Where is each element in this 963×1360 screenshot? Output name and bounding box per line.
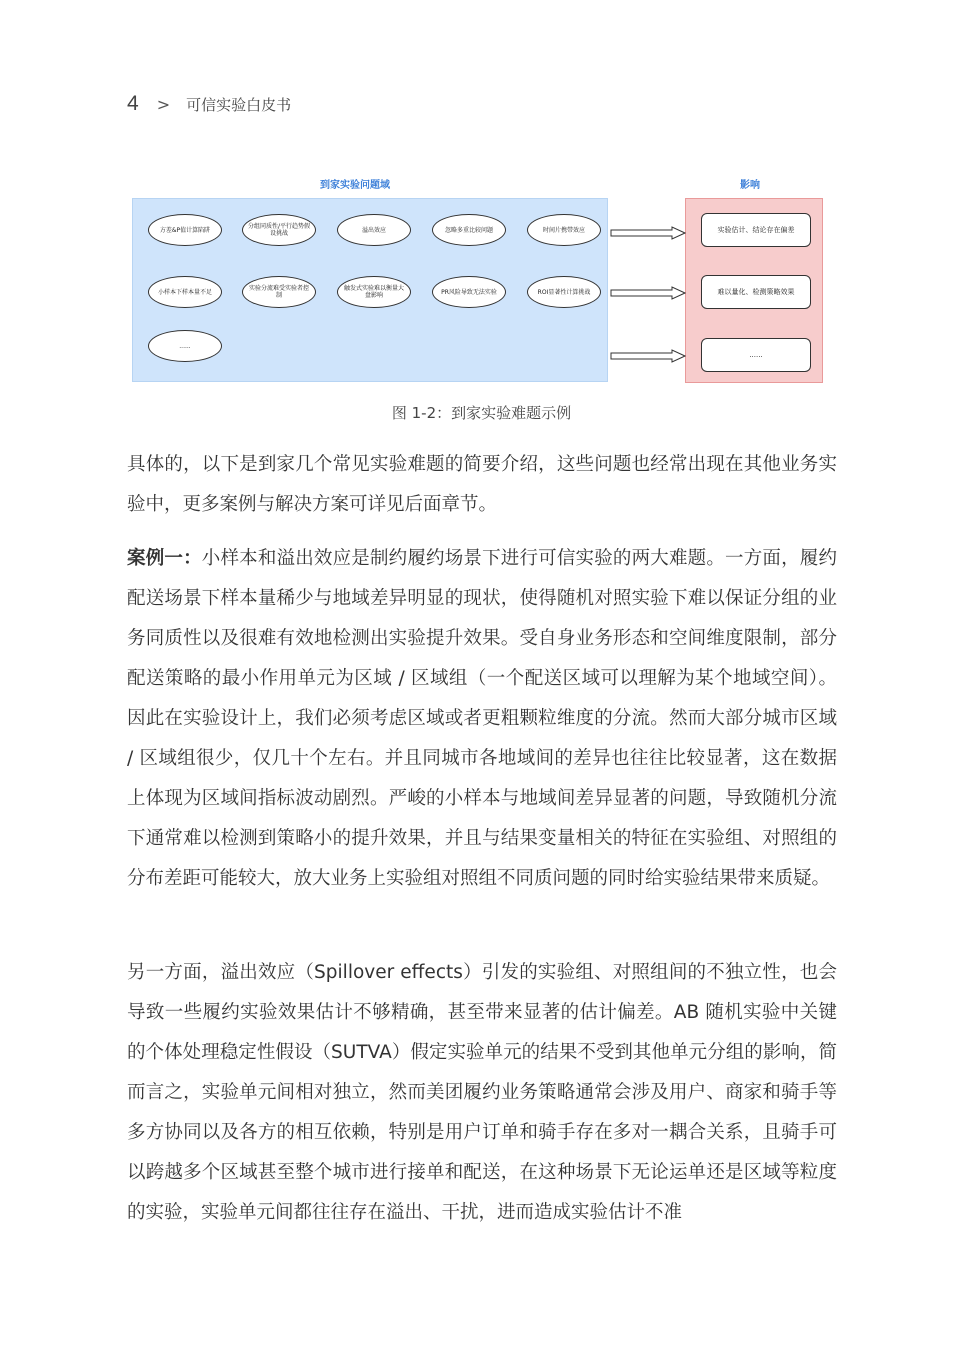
problem-oval: 忽略多重比较问题 <box>432 214 506 246</box>
intro-paragraph: 具体的，以下是到家几个常见实验难题的简要介绍，这些问题也经常出现在其他业务实验中，更多案例与解决方案可详见后面章节。 <box>127 454 837 515</box>
book-title: 可信实验白皮书 <box>186 96 292 114</box>
case1-label: 案例一： <box>127 548 202 569</box>
problem-oval: 触发式实验难以衡量大盘影响 <box>337 276 411 308</box>
page-number: 4 <box>127 92 139 115</box>
breadcrumb-separator: > <box>156 95 171 114</box>
figure-caption: 图 1-2：到家实验难题示例 <box>391 404 572 422</box>
page-header <box>127 92 291 118</box>
case1-text: 小样本和溢出效应是制约履约场景下进行可信实验的两大难题。一方面，履约配送场景下样本量稀少与地域差异明显的现状，使得随机对照实验下难以保证分组的业务同质性以及很难有效地检测出实验提升效果。受自身业务形态和空间维度限制，部分配送策略的最小作用单元为区域 / 区域组（一个配送区域可以理解为某个地域空间）。因此在实验设计上，我们必须考虑区域或者更粗颗粒维度的分流。然而大部分城市区域 / 区域组很少，仅几十个左右。并且同城市各地域间的差异也往往比较显著，这在数据上体现为区域间指标波动剧烈。严峻的小样本与地域间差异显著的问题，导致随机分流下通常难以检测到策略小的提升效果，并且与结果变量相关的特征在实验组、对照组的分布差距可能较大，放大业务上实验组对照组不同质问题的同时给实验结果带来质疑。 <box>127 548 837 889</box>
problem-oval: 小样本下样本量不足 <box>148 276 222 308</box>
right-arrow-icon <box>610 349 686 363</box>
problem-oval: 方差&P值计算陷阱 <box>148 214 222 246</box>
right-arrow-icon <box>610 286 686 300</box>
impact-card: 难以量化、检测策略效果 <box>701 275 811 309</box>
problem-domain-figure <box>130 172 830 387</box>
right-arrow-icon <box>610 226 686 240</box>
impact-title: 影响 <box>740 180 760 191</box>
spillover-paragraph: 另一方面，溢出效应（Spillover effects）引发的实验组、对照组间的不独立性，也会导致一些履约实验效果估计不够精确，甚至带来显著的估计偏差。AB 随机实验中关键的个体处理稳定性假设（SUTVA）假定实验单元的结果不受到其他单元分组的影响，简而言之，实验单元间相对独立，然而美团履约业务策略通常会涉及用户、商家和骑手等多方协同以及各方的相互依赖，特别是用户订单和骑手存在多对一耦合关系，且骑手可以跨越多个区域甚至整个城市进行接单和配送，在这种场景下无论运单还是区域等粒度的实验，实验单元间都往往存在溢出、干扰，进而造成实验估计不准 <box>127 962 837 1223</box>
problem-oval: 分组同质性/平行趋势假设挑战 <box>242 214 316 246</box>
problem-oval: 溢出效应 <box>337 214 411 246</box>
problem-oval: 时间片携带效应 <box>527 214 601 246</box>
problem-oval: ROI显著性计算挑战 <box>527 276 601 308</box>
case1-paragraph <box>127 539 837 899</box>
problem-oval: PR风险导致无法实验 <box>432 276 506 308</box>
domain-title: 到家实验问题域 <box>320 180 390 191</box>
impact-card: ...... <box>701 338 811 372</box>
problem-oval: 实验分流难受实验者控制 <box>242 276 316 308</box>
problem-oval: ...... <box>148 330 222 362</box>
impact-card: 实验估计、结论存在偏差 <box>701 213 811 247</box>
